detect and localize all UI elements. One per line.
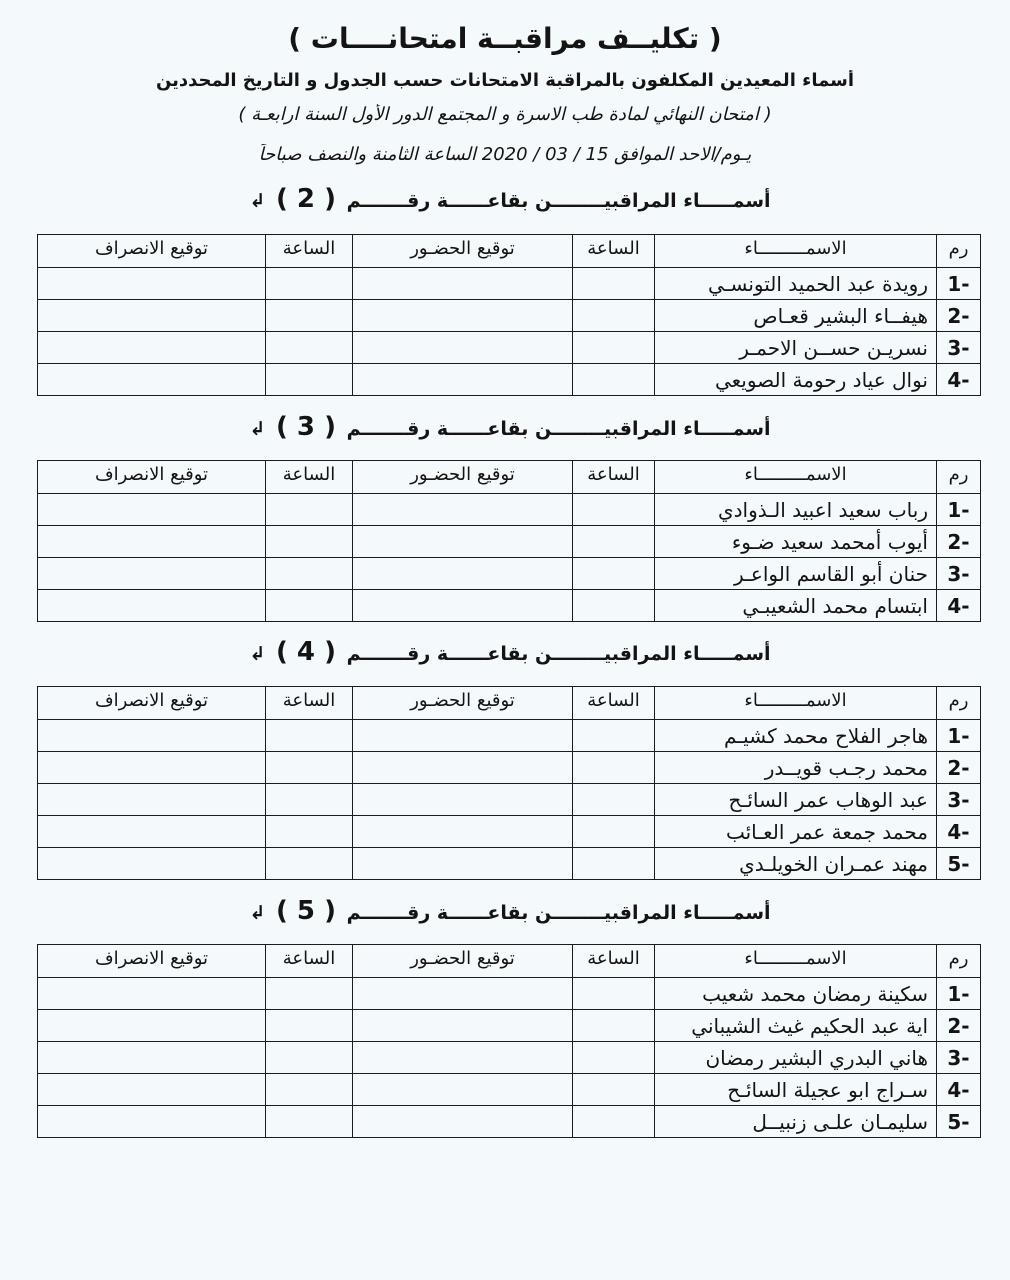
col-header-num: رم <box>937 687 981 720</box>
col-header-time: الساعة <box>573 945 655 978</box>
departure-signature-cell <box>38 332 266 364</box>
col-header-num: رم <box>937 945 981 978</box>
time-cell <box>573 590 655 622</box>
time-cell <box>573 816 655 848</box>
time-cell <box>573 978 655 1010</box>
attendance-signature-cell <box>353 1010 573 1042</box>
attendance-signature-cell <box>353 1074 573 1106</box>
table-row <box>38 752 981 784</box>
col-header-departure: توقيع الانصراف <box>38 687 266 720</box>
col-header-departure: توقيع الانصراف <box>38 945 266 978</box>
row-number: -5 <box>937 848 981 880</box>
hall-number: ( 5 ) <box>275 896 336 926</box>
row-number: -4 <box>937 590 981 622</box>
proctor-name: ابتسام محمد الشعيبـي <box>655 590 937 622</box>
exam-description: ( امتحان النهائي لمادة طب الاسرة و المجتمع الدور الأول السنة ارابعـة ) <box>238 104 772 125</box>
attendance-signature-cell <box>353 558 573 590</box>
section-title-hall-5 <box>220 896 800 926</box>
arrow-icon: ↲ <box>249 643 266 665</box>
col-header-departure: توقيع الانصراف <box>38 235 266 268</box>
time-cell <box>266 752 353 784</box>
table-row <box>38 848 981 880</box>
time-cell <box>266 1010 353 1042</box>
proctor-name: رويدة عبد الحميد التونسـي <box>655 268 937 300</box>
row-number: -5 <box>937 1106 981 1138</box>
attendance-signature-cell <box>353 364 573 396</box>
attendance-signature-cell <box>353 332 573 364</box>
departure-signature-cell <box>38 268 266 300</box>
proctor-name: حنان أبو القاسم الواعـر <box>655 558 937 590</box>
hall-number: ( 4 ) <box>275 637 336 667</box>
departure-signature-cell <box>38 1010 266 1042</box>
time-cell <box>266 494 353 526</box>
row-number: -2 <box>937 1010 981 1042</box>
proctor-name: سكينة رمضان محمد شعيب <box>655 978 937 1010</box>
time-cell <box>573 364 655 396</box>
arrow-icon: ↲ <box>249 902 266 924</box>
proctor-name: اية عبد الحكيم غيث الشيباني <box>655 1010 937 1042</box>
section-title-hall-2 <box>220 184 800 214</box>
row-number: -3 <box>937 332 981 364</box>
time-cell <box>266 978 353 1010</box>
hall-number: ( 2 ) <box>275 184 336 214</box>
attendance-signature-cell <box>353 590 573 622</box>
time-cell <box>266 268 353 300</box>
proctor-name: مهند عمـران الخويلـدي <box>655 848 937 880</box>
time-cell <box>573 526 655 558</box>
time-cell <box>573 558 655 590</box>
exam-date-line: يـوم/الاحد الموافق 15 / 03 / 2020 الساعة الثامنة والنصف صباحاً <box>258 144 752 165</box>
col-header-name: الاسمـــــــــاء <box>655 461 937 494</box>
time-cell <box>266 1042 353 1074</box>
row-number: -4 <box>937 816 981 848</box>
time-cell <box>573 1106 655 1138</box>
col-header-attendance: توقيع الحضـور <box>353 945 573 978</box>
proctor-name: نوال عياد رحومة الصويعي <box>655 364 937 396</box>
time-cell <box>573 1042 655 1074</box>
col-header-attendance: توقيع الحضـور <box>353 461 573 494</box>
section-label: أسمـــــاء المراقبيــــــــن بقاعــــــة رقـــــــم <box>346 190 771 212</box>
departure-signature-cell <box>38 1042 266 1074</box>
time-cell <box>266 364 353 396</box>
attendance-signature-cell <box>353 526 573 558</box>
col-header-name: الاسمـــــــــاء <box>655 235 937 268</box>
col-header-attendance: توقيع الحضـور <box>353 235 573 268</box>
table-row <box>38 590 981 622</box>
proctor-name: نسريـن حســن الاحمـر <box>655 332 937 364</box>
departure-signature-cell <box>38 494 266 526</box>
row-number: -3 <box>937 558 981 590</box>
document-title: ( تكليــف مراقبــة امتحانــــات ) <box>288 22 722 55</box>
time-cell <box>266 1074 353 1106</box>
departure-signature-cell <box>38 1074 266 1106</box>
departure-signature-cell <box>38 1106 266 1138</box>
table-row <box>38 784 981 816</box>
section-label: أسمـــــاء المراقبيــــــــن بقاعــــــة رقـــــــم <box>346 418 771 440</box>
col-header-attendance: توقيع الحضـور <box>353 687 573 720</box>
table-row <box>38 332 981 364</box>
col-header-departure: توقيع الانصراف <box>38 461 266 494</box>
table-row <box>38 526 981 558</box>
time-cell <box>266 332 353 364</box>
proctor-name: هاجر الفلاح محمد كشيـم <box>655 720 937 752</box>
proctor-table-hall-4 <box>37 686 981 880</box>
proctor-table-hall-3 <box>37 460 981 622</box>
table-row <box>38 1074 981 1106</box>
table-row <box>38 720 981 752</box>
row-number: -2 <box>937 752 981 784</box>
row-number: -3 <box>937 784 981 816</box>
table-row <box>38 816 981 848</box>
col-header-time: الساعة <box>573 687 655 720</box>
row-number: -1 <box>937 978 981 1010</box>
col-header-time: الساعة <box>266 235 353 268</box>
section-label: أسمـــــاء المراقبيــــــــن بقاعــــــة رقـــــــم <box>346 643 771 665</box>
departure-signature-cell <box>38 784 266 816</box>
hall-number: ( 3 ) <box>275 412 336 442</box>
table-row <box>38 364 981 396</box>
table-row <box>38 300 981 332</box>
row-number: -1 <box>937 494 981 526</box>
time-cell <box>573 1074 655 1106</box>
time-cell <box>266 590 353 622</box>
time-cell <box>266 1106 353 1138</box>
proctor-name: هيفــاء البشير قعـاص <box>655 300 937 332</box>
departure-signature-cell <box>38 848 266 880</box>
section-label: أسمـــــاء المراقبيــــــــن بقاعــــــة رقـــــــم <box>346 902 771 924</box>
table-row <box>38 1010 981 1042</box>
col-header-time: الساعة <box>266 945 353 978</box>
departure-signature-cell <box>38 816 266 848</box>
departure-signature-cell <box>38 590 266 622</box>
time-cell <box>266 300 353 332</box>
proctor-name: سليمـان علـى زنبيــل <box>655 1106 937 1138</box>
row-number: -1 <box>937 720 981 752</box>
attendance-signature-cell <box>353 978 573 1010</box>
time-cell <box>573 1010 655 1042</box>
attendance-signature-cell <box>353 816 573 848</box>
departure-signature-cell <box>38 526 266 558</box>
time-cell <box>266 558 353 590</box>
proctor-name: عبد الوهاب عمر السائـح <box>655 784 937 816</box>
row-number: -2 <box>937 300 981 332</box>
attendance-signature-cell <box>353 848 573 880</box>
attendance-signature-cell <box>353 752 573 784</box>
col-header-num: رم <box>937 461 981 494</box>
time-cell <box>266 526 353 558</box>
time-cell <box>573 268 655 300</box>
proctor-name: سـراج ابو عجيلة السائـح <box>655 1074 937 1106</box>
time-cell <box>573 494 655 526</box>
col-header-name: الاسمـــــــــاء <box>655 687 937 720</box>
time-cell <box>266 816 353 848</box>
attendance-signature-cell <box>353 300 573 332</box>
col-header-name: الاسمـــــــــاء <box>655 945 937 978</box>
row-number: -4 <box>937 1074 981 1106</box>
table-row <box>38 1106 981 1138</box>
departure-signature-cell <box>38 364 266 396</box>
table-row <box>38 1042 981 1074</box>
attendance-signature-cell <box>353 1106 573 1138</box>
proctor-name: محمد جمعة عمر العـائب <box>655 816 937 848</box>
row-number: -4 <box>937 364 981 396</box>
attendance-signature-cell <box>353 1042 573 1074</box>
arrow-icon: ↲ <box>249 418 266 440</box>
col-header-time: الساعة <box>573 235 655 268</box>
proctor-table-hall-2 <box>37 234 981 396</box>
proctor-name: هاني البدري البشير رمضان <box>655 1042 937 1074</box>
departure-signature-cell <box>38 752 266 784</box>
col-header-time: الساعة <box>266 687 353 720</box>
time-cell <box>573 848 655 880</box>
document-subtitle: أسماء المعيدين المكلفون بالمراقبة الامتحانات حسب الجدول و التاريخ المحددين <box>155 70 855 91</box>
table-row <box>38 268 981 300</box>
time-cell <box>266 848 353 880</box>
attendance-signature-cell <box>353 720 573 752</box>
time-cell <box>266 784 353 816</box>
attendance-signature-cell <box>353 268 573 300</box>
time-cell <box>573 784 655 816</box>
row-number: -3 <box>937 1042 981 1074</box>
departure-signature-cell <box>38 978 266 1010</box>
row-number: -2 <box>937 526 981 558</box>
col-header-num: رم <box>937 235 981 268</box>
proctor-name: رباب سعيد اعبيد الـذوادي <box>655 494 937 526</box>
attendance-signature-cell <box>353 784 573 816</box>
time-cell <box>573 752 655 784</box>
departure-signature-cell <box>38 558 266 590</box>
time-cell <box>266 720 353 752</box>
time-cell <box>573 332 655 364</box>
departure-signature-cell <box>38 300 266 332</box>
time-cell <box>573 300 655 332</box>
attendance-signature-cell <box>353 494 573 526</box>
section-title-hall-4 <box>220 637 800 667</box>
table-row <box>38 558 981 590</box>
col-header-time: الساعة <box>266 461 353 494</box>
arrow-icon: ↲ <box>249 190 266 212</box>
time-cell <box>573 720 655 752</box>
table-row <box>38 494 981 526</box>
row-number: -1 <box>937 268 981 300</box>
departure-signature-cell <box>38 720 266 752</box>
table-row <box>38 978 981 1010</box>
section-title-hall-3 <box>220 412 800 442</box>
proctor-name: محمد رجـب قويــدر <box>655 752 937 784</box>
proctor-table-hall-5 <box>37 944 981 1138</box>
col-header-time: الساعة <box>573 461 655 494</box>
proctor-name: أيوب أمحمد سعيد ضـوء <box>655 526 937 558</box>
